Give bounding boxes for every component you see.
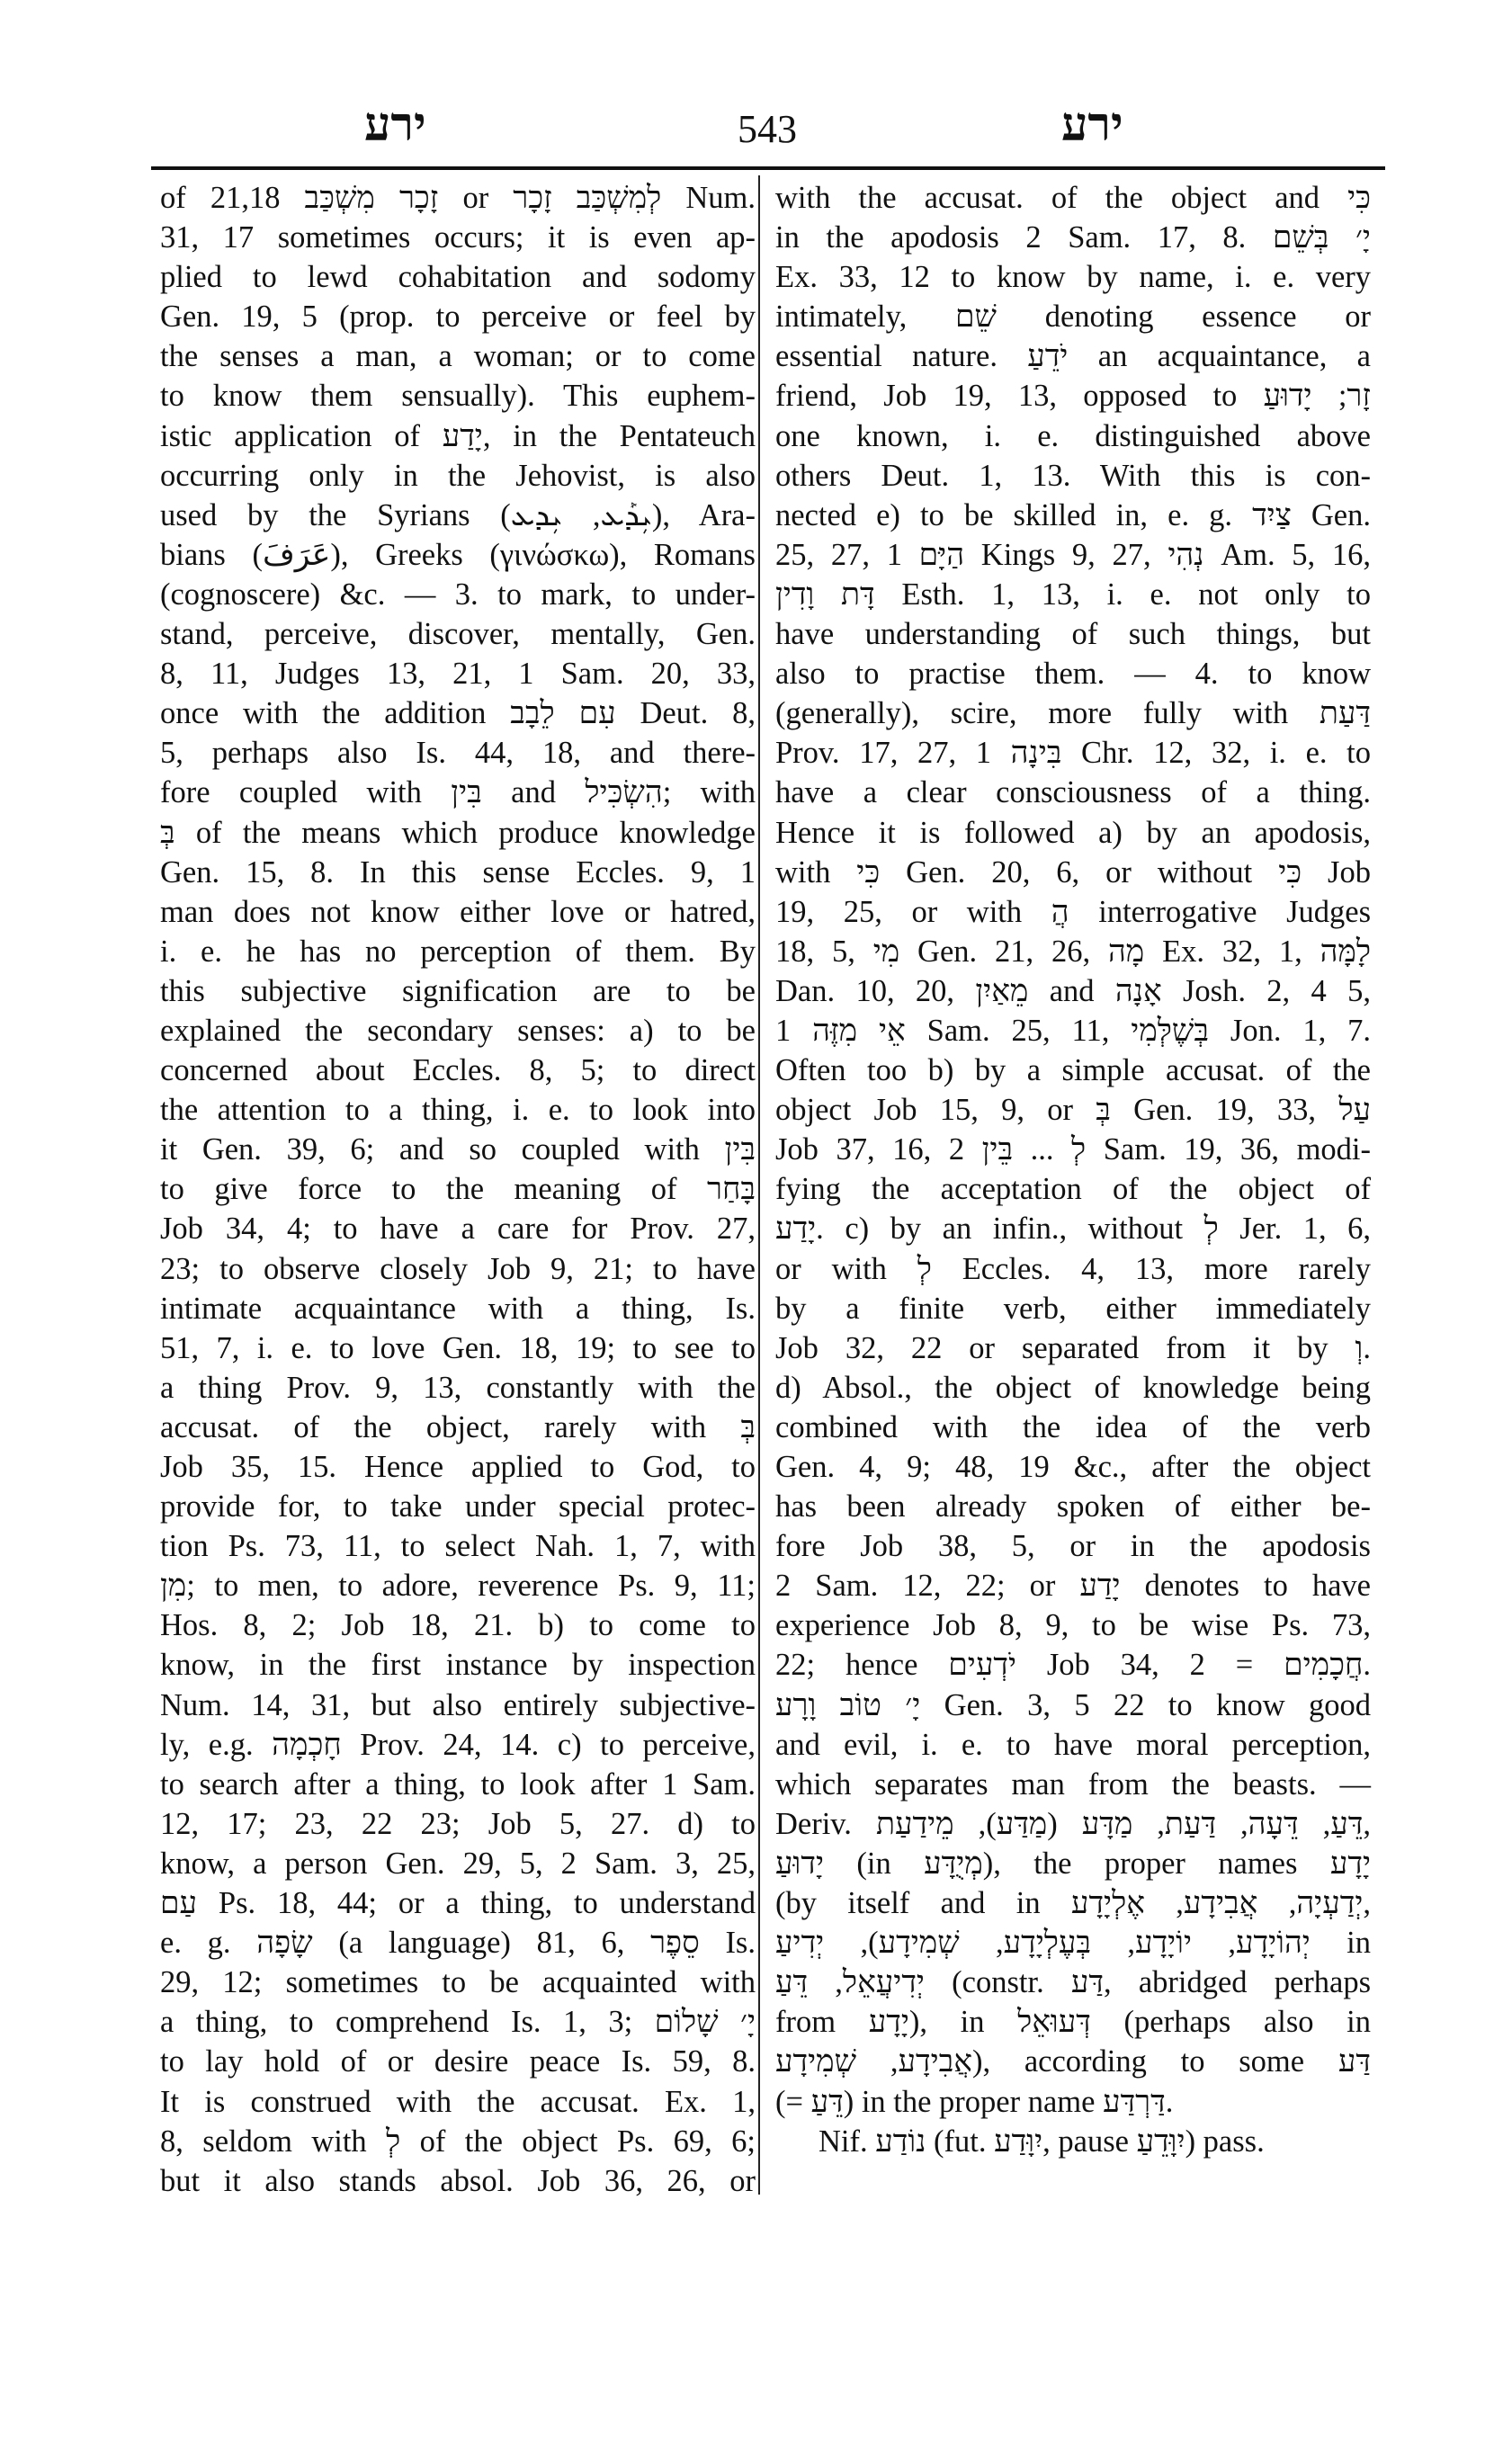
text-line: occurring only in the Jehovist, is also (160, 458, 756, 493)
text-line: this subjective signification are to be (160, 973, 756, 1008)
text-line: Ex. 33, 12 to know by name, i. e. very (775, 260, 1371, 295)
text-line: Num. 14, 31, but also entirely subjective- (160, 1687, 756, 1722)
text-line: also to practise them. — 4. to know (775, 657, 1371, 692)
header-rule (151, 166, 1385, 170)
text-line: object Job 15, 9, or בְּ Gen. 19, 33, עַל (775, 1093, 1371, 1128)
text-line: the senses a man, a woman; or to come (160, 339, 756, 374)
running-headword-right: ירע (1061, 100, 1123, 151)
text-line: Gen. 19, 5 (prop. to perceive or feel by (160, 300, 756, 335)
left-column (160, 178, 756, 2201)
text-line: nected e) to be skilled in, e. g. צַיִד Gen. (775, 497, 1371, 532)
text-line: e. g. שָׂפָה (a language) 81, 6, סֵפֶר Is. (160, 1926, 756, 1961)
text-line: know, in the first instance by inspection (160, 1648, 756, 1683)
text-line: to lay hold of or desire peace Is. 59, 8. (160, 2044, 756, 2079)
text-line: Nif. נוֹדַע (fut. יִוָּדַע, pause יִוָּדֵעַ) pass. (819, 2124, 1265, 2159)
text-line: יָדוּעַ (in מְיֻדָּע), the proper names יָדָע (775, 1846, 1371, 1881)
text-line: a thing, to comprehend Is. 1, 3; יָ׳ שָׁלוֹם (160, 2005, 756, 2040)
text-line: to search after a thing, to look after 1 Sam. (160, 1766, 756, 1802)
text-line: 12, 17; 23, 22 23; Job 5, 27. d) to (160, 1806, 756, 1841)
text-line: Dan. 10, 20, מֵאַיִן and אָנָה Josh. 2, 4 5, (775, 973, 1371, 1008)
text-line: others Deut. 1, 13. With this is con- (775, 458, 1371, 493)
text-line: 51, 7, i. e. to love Gen. 18, 19; to see to (160, 1330, 756, 1365)
text-line: יְהוֹיָדָע, יוֹיָדָע, בְּעֶלְיָדָע, שְׁמִידָע), יְדִיעַ in (775, 1926, 1372, 1961)
text-line: intimate acquaintance with a thing, Is. (160, 1291, 756, 1326)
text-line: i. e. he has no perception of them. By (160, 934, 756, 969)
text-line: of זָכָר מִשְׁכַּב 21,18 or לְמִשְׁכַּב זָכָר Num. (160, 181, 756, 215)
text-line: Gen. 15, 8. In this sense Eccles. 9, 1 (160, 854, 756, 890)
text-line: 5, perhaps also Is. 44, 18, and there- (160, 736, 756, 771)
text-line: מִן; to men, to adore, reverence Ps. 9, 11; (160, 1569, 756, 1604)
text-line: Often too b) by a simple accusat. of the (775, 1053, 1371, 1088)
column-divider (758, 175, 760, 2195)
text-line: Gen. 4, 9; 48, 19 &c., after the object (775, 1450, 1371, 1484)
text-line: experience Job 8, 9, to be wise Ps. 73, (775, 1608, 1371, 1643)
text-line: (generally), scire, more fully with דַּעַת (775, 696, 1371, 731)
text-line: friend, Job 19, 13, opposed to זָר; יָדוּעַ (775, 379, 1371, 414)
right-column (775, 178, 1371, 2161)
text-line: once with the addition עִם לֵבָב Deut. 8, (160, 696, 756, 731)
text-line: from יָדָע), in דְּעוּאֵל (perhaps also in (775, 2005, 1371, 2040)
text-line: explained the secondary senses: a) to be (160, 1013, 756, 1048)
text-line: which separates man from the beasts. — (775, 1766, 1371, 1802)
text-line: בְּ of the means which produce knowledge (160, 815, 756, 850)
running-headword-left: ירע (364, 100, 426, 151)
text-line: 19, 25, or with הֲ interrogative Judges (775, 894, 1372, 929)
text-line: bians (عَرَفَ), Greeks (γινώσκω), Romans (160, 537, 756, 572)
text-line: istic application of יָדַע, in the Pentateuch (160, 418, 756, 453)
text-line: Hence it is followed a) by an apodosis, (775, 815, 1371, 850)
text-line: know, a person Gen. 29, 5, 2 Sam. 3, 25, (160, 1846, 756, 1881)
text-line: plied to lewd cohabitation and sodomy (160, 260, 756, 295)
text-line: Deriv. דֵּעַ, דֵּעָה, דַּעַת, מַדָּע (מַדַּע), מֵידַעַת, (775, 1806, 1372, 1841)
text-line: fore Job 38, 5, or in the apodosis (775, 1529, 1371, 1564)
page-number: 543 (738, 107, 797, 151)
text-line: אֲבִידָע, שְׁמִידָע), according to some דַּע (775, 2044, 1371, 2079)
text-line: 22; hence יֹדְעִים Job 34, 2 = חֲכָמִים. (775, 1648, 1371, 1683)
text-line: one known, i. e. distinguished above (775, 418, 1371, 453)
text-line: have understanding of such things, but (775, 617, 1371, 652)
text-line: Job 35, 15. Hence applied to God, to (160, 1450, 756, 1484)
text-line: d) Absol., the object of knowledge being (775, 1370, 1371, 1405)
text-line: tion Ps. 73, 11, to select Nah. 1, 7, with (160, 1529, 756, 1564)
text-line: 29, 12; sometimes to be acquainted with (160, 1965, 756, 2000)
text-line: 8, seldom with לְ of the object Ps. 69, 6; (160, 2124, 756, 2159)
text-line: with the accusat. of the object and כִּי (775, 181, 1371, 215)
page-header (162, 99, 1376, 162)
text-line: 2 Sam. 12, 22; or יָדַע denotes to have (775, 1569, 1371, 1604)
text-line: Job 34, 4; to have a care for Prov. 27, (160, 1212, 756, 1247)
text-line: or with לְ Eccles. 4, 13, more rarely (775, 1251, 1371, 1286)
text-line: Job 37, 16, לְ ... בֵּין 2 Sam. 19, 36, modi- (775, 1132, 1371, 1167)
text-line: a thing Prov. 9, 13, constantly with the (160, 1370, 756, 1405)
text-line: to know them sensually). This euphem- (160, 379, 756, 414)
text-line: 18, 5, מִי Gen. 21, 26, מָה Ex. 32, 1, לָמָּה (775, 934, 1372, 969)
text-line: accusat. of the object, rarely with בְּ (160, 1409, 756, 1444)
text-line: the attention to a thing, i. e. to look into (160, 1093, 756, 1128)
text-line: יָדַע. c) by an infin., without לְ Jer. 1, 6, (775, 1212, 1372, 1247)
text-line: essential nature. יֹדֵעַ an acquaintance, a (775, 339, 1371, 374)
text-line: used by the Syrians (ܝܼܕܰܥ, ܝܼܕܥ), Ara- (160, 497, 756, 532)
text-line: fore coupled with בִּין and הִשְׂכִּיל; with (160, 775, 756, 810)
text-line: דָּת וָדִין Esth. 1, 13, i. e. not only to (775, 577, 1371, 612)
text-line: combined with the idea of the verb (775, 1409, 1371, 1444)
text-line: stand, perceive, discover, mentally, Gen. (160, 617, 756, 652)
text-line: Job 32, 22 or separated from it by וְ. (775, 1330, 1371, 1365)
text-line: intimately, שֵׁם denoting essence or (775, 300, 1372, 335)
text-line: יָ׳ טוֹב וָרָע Gen. 3, 5 22 to know good (775, 1687, 1371, 1722)
text-line: (cognoscere) &c. — 3. to mark, to under- (160, 577, 756, 612)
text-line: 25, 27, הַיָּם 1 Kings 9, 27, נְהִי Am. 5, 16, (775, 537, 1372, 572)
text-line: it Gen. 39, 6; and so coupled with בִּין (160, 1132, 756, 1167)
text-line: 8, 11, Judges 13, 21, 1 Sam. 20, 33, (160, 657, 756, 692)
text-line: but it also stands absol. Job 36, 26, or (160, 2163, 756, 2198)
text-line: ly, e.g. חָכְמָה Prov. 24, 14. c) to perceive, (160, 1727, 756, 1762)
text-line: have a clear consciousness of a thing. (775, 775, 1371, 810)
text-line: and evil, i. e. to have moral perception, (775, 1727, 1371, 1762)
text-line: 23; to observe closely Job 9, 21; to have (160, 1251, 756, 1286)
text-line: (= דֵּעַ) in the proper name דַּרְדַּע. (775, 2084, 1174, 2119)
text-line: Hos. 8, 2; Job 18, 21. b) to come to (160, 1608, 756, 1643)
text-line: אֵי מִזֶּה 1 Sam. 25, 11, בְּשֶׁלְּמִי Jon. 1, 7. (775, 1013, 1371, 1048)
text-line: provide for, to take under special protec- (160, 1489, 756, 1525)
text-line: יְדִיעֲאֵל, דֵּעַ (constr. דַּע, abridged perhaps (775, 1965, 1371, 2000)
text-line: (by itself and in יְדַעְיָה, אֲבִידָע, אֶלְיָדָע, (775, 1886, 1371, 1921)
text-line: concerned about Eccles. 8, 5; to direct (160, 1053, 756, 1088)
text-line: with כִּי Gen. 20, 6, or without כִּי Job (775, 854, 1371, 890)
text-line: man does not know either love or hatred, (160, 894, 756, 929)
text-line: 31, 17 sometimes occurs; it is even ap- (160, 220, 756, 255)
text-line: fying the acceptation of the object of (775, 1172, 1371, 1207)
text-line: by a finite verb, either immediately (775, 1291, 1371, 1326)
text-line: It is construed with the accusat. Ex. 1, (160, 2084, 756, 2119)
text-line: to give force to the meaning of בָּחַר (160, 1172, 756, 1207)
text-line: Prov. 17, 27, בִּינָה 1 Chr. 12, 32, i. e. to (775, 736, 1371, 771)
text-line: in the apodosis 2 Sam. 17, 8. יָ׳ בְּשֵׁם (775, 220, 1371, 255)
text-line: עַם Ps. 18, 44; or a thing, to understand (160, 1886, 756, 1921)
text-line: has been already spoken of either be- (775, 1489, 1371, 1525)
